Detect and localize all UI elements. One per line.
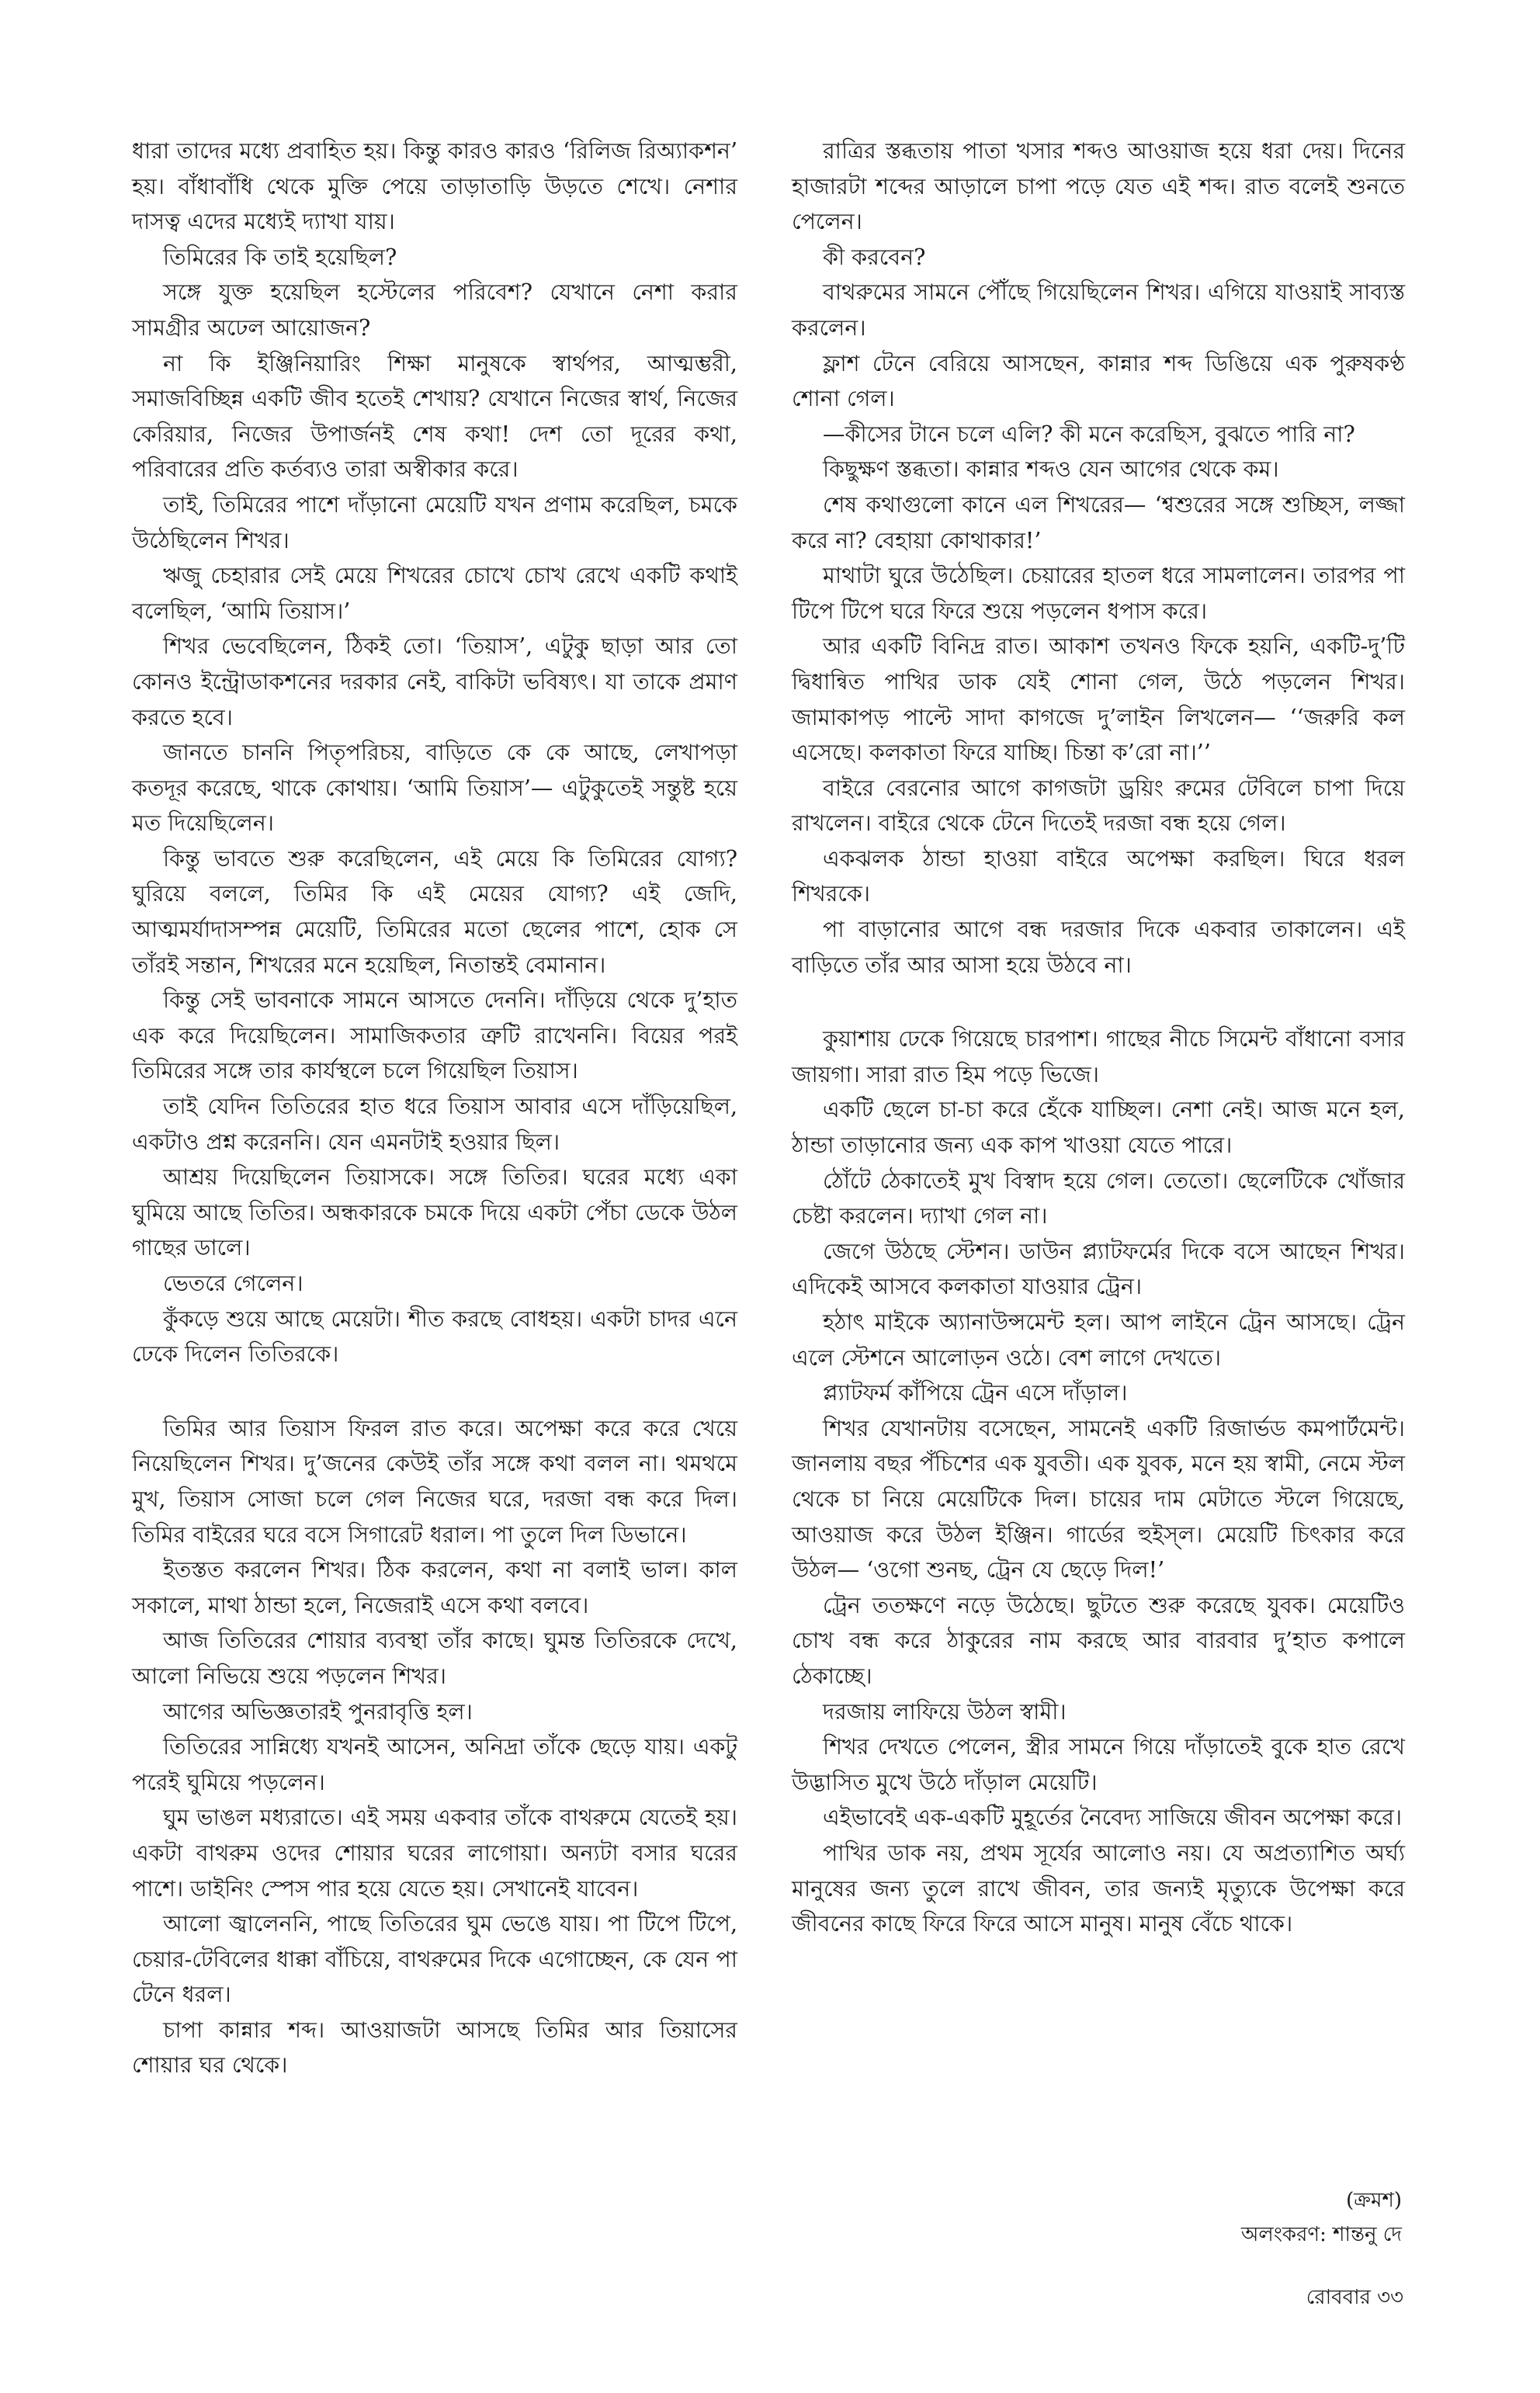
continued-label: (ক্রমশ) (1346, 2189, 1402, 2212)
paragraph: ট্রেন ততক্ষণে নড়ে উঠেছে। ছুটতে শুরু করেছে যুবক। মেয়েটিও চোখ বন্ধ করে ঠাকুরের নাম করছে আর বারবার দু’হাত কপালে ঠেকাচ্ছে। (792, 1592, 1405, 1689)
paragraph: কিন্তু ভাবতে শুরু করেছিলেন, এই মেয়ে কি তিমিরের যোগ্য? ঘুরিয়ে বললে, তিমির কি এই মেয়ের যোগ্য? এই জেদি, আত্মমর্যাদাসম্পন্ন মেয়েটি, তিমিরের মতো ছেলের পাশে, হোক সে তাঁরই সন্তান, শিখরের মনে হয়েছিল, নিতান্তই বেমানান। (132, 845, 737, 978)
paragraph: ফ্লাশ টেনে বেরিয়ে আসছেন, কান্নার শব্দ ডিঙিয়ে এক পুরুষকণ্ঠ শোনা গেল। (792, 350, 1405, 412)
paragraph: পাখির ডাক নয়, প্রথম সূর্যের আলোও নয়। যে অপ্রত্যাশিত অর্ঘ্য মানুষের জন্য তুলে রাখে জীবন, তার জন্যই মৃত্যুকে উপেক্ষা করে জীবনের কাছে ফিরে ফিরে আসে মানুষ। মানুষ বেঁচে থাকে। (792, 1840, 1405, 1937)
right-column (792, 134, 1405, 1942)
paragraph: ঘুম ভাঙল মধ্যরাতে। এই সময় একবার তাঁকে বাথরুমে যেতেই হয়। একটা বাথরুম ওদের শোয়ার ঘরের লাগোয়া। অন্যটা বসার ঘরের পাশে। ডাইনিং স্পেস পার হয়ে যেতে হয়। সেখানেই যাবেন। (132, 1805, 737, 1902)
paragraph: চাপা কান্নার শব্দ। আওয়াজটা আসছে তিমির আর তিয়াসের শোয়ার ঘর থেকে। (132, 2017, 737, 2079)
paragraph: —কীসের টানে চলে এলি? কী মনে করেছিস, বুঝতে পারি না? (823, 421, 1355, 447)
paragraph: শিখর যেখানটায় বসেছেন, সামনেই একটি রিজার্ভড কমপার্টমেন্ট। জানলায় বছর পঁচিশের এক যুবতী। এক যুবক, মনে হয় স্বামী, নেমে স্টল থেকে চা নিয়ে মেয়েটিকে দিল। চায়ের দাম মেটাতে স্টলে গিয়েছে, আওয়াজ করে উঠল ইঞ্জিন। গার্ডের হুইস্‌ল। মেয়েটি চিৎকার করে উঠল— ‘ওগো শুনছ, ট্রেন যে ছেড়ে দিল!’ (792, 1415, 1405, 1583)
paragraph: আজ তিতিরের শোয়ার ব্যবস্থা তাঁর কাছে। ঘুমন্ত তিতিরকে দেখে, আলো নিভিয়ে শুয়ে পড়লেন শিখর। (132, 1628, 737, 1689)
section-break (132, 1372, 737, 1411)
paragraph: তাই যেদিন তিতিরের হাত ধরে তিয়াস আবার এসে দাঁড়িয়েছিল, একটাও প্রশ্ন করেননি। যেন এমনটাই হওয়ার ছিল। (132, 1094, 737, 1155)
paragraph: ভেতরে গেলেন। (163, 1271, 303, 1296)
paragraph: ঋজু চেহারার সেই মেয়ে শিখরের চোখে চোখ রেখে একটি কথাই বলেছিল, ‘আমি তিয়াস।’ (132, 563, 737, 624)
paragraph: জানতে চাননি পিতৃপরিচয়, বাড়িতে কে কে আছে, লেখাপড়া কতদূর করেছে, থাকে কোথায়। ‘আমি তিয়াস’— এটুকুতেই সন্তুষ্ট হয়ে মত দিয়েছিলেন। (132, 740, 737, 837)
paragraph: মাথাটা ঘুরে উঠেছিল। চেয়ারের হাতল ধরে সামলালেন। তারপর পা টিপে টিপে ঘরে ফিরে শুয়ে পড়লেন ধপাস করে। (792, 563, 1405, 624)
paragraph: এইভাবেই এক-একটি মুহূর্তের নৈবেদ্য সাজিয়ে জীবন অপেক্ষা করে। (823, 1805, 1403, 1831)
paragraph: শেষ কথাগুলো কানে এল শিখরের— ‘শ্বশুরের সঙ্গে শুচ্ছিস, লজ্জা করে না? বেহায়া কোথাকার!’ (792, 491, 1405, 553)
paragraph: আশ্রয় দিয়েছিলেন তিয়াসকে। সঙ্গে তিতির। ঘরের মধ্যে একা ঘুমিয়ে আছে তিতির। অন্ধকারকে চমকে দিয়ে একটা পেঁচা ডেকে উঠল গাছের ডালে। (132, 1164, 737, 1261)
paragraph: তাই, তিমিরের পাশে দাঁড়ানো মেয়েটি যখন প্রণাম করেছিল, চমকে উঠেছিলেন শিখর। (132, 491, 737, 553)
paragraph: কুয়াশায় ঢেকে গিয়েছে চারপাশ। গাছের নীচে সিমেন্ট বাঁধানো বসার জায়গা। সারা রাত হিম পড়ে ভিজে। (792, 1026, 1405, 1087)
paragraph: ধারা তাদের মধ্যে প্রবাহিত হয়। কিন্তু কারও কারও ‘রিলিজ রিঅ্যাকশন’ হয়। বাঁধাবাঁধি থেকে মুক্তি পেয়ে তাড়াতাড়ি উড়তে শেখে। নেশার দাসত্ব এদের মধ্যেই দ্যাখা যায়। (132, 138, 737, 235)
page-folio: রোববার ৩৩ (1306, 2286, 1403, 2309)
paragraph: বাথরুমের সামনে পৌঁছে গিয়েছিলেন শিখর। এগিয়ে যাওয়াই সাব্যস্ত করলেন। (792, 279, 1405, 341)
paragraph: একটি ছেলে চা-চা করে হেঁকে যাচ্ছিল। নেশা নেই। আজ মনে হল, ঠান্ডা তাড়ানোর জন্য এক কাপ খাওয়া যেতে পারে। (792, 1097, 1405, 1159)
paragraph: আগের অভিজ্ঞতারই পুনরাবৃত্তি হল। (163, 1698, 473, 1725)
paragraph: হঠাৎ মাইকে অ্যানাউন্সমেন্ট হল। আপ লাইনে ট্রেন আসছে। ট্রেন এলে স্টেশনে আলোড়ন ওঠে। বেশ লাগে দেখতে। (792, 1309, 1405, 1371)
right-column-part1 (792, 134, 1405, 983)
paragraph: আলো জ্বালেননি, পাছে তিতিরের ঘুম ভেঙে যায়। পা টিপে টিপে, চেয়ার-টেবিলের ধাক্কা বাঁচিয়ে, বাথরুমের দিকে এগোচ্ছেন, কে যেন পা টেনে ধরল। (132, 1911, 737, 2008)
paragraph: আর একটি বিনিদ্র রাত। আকাশ তখনও ফিকে হয়নি, একটি-দু’টি দ্বিধান্বিত পাখির ডাক যেই শোনা গেল, উঠে পড়লেন শিখর। জামাকাপড় পাল্টে সাদা কাগজে দু’লাইন লিখলেন— ‘‘জরুরি কল এসেছে। কলকাতা ফিরে যাচ্ছি। চিন্তা ক’রো না।’’ (792, 633, 1405, 766)
paragraph: পা বাড়ানোর আগে বন্ধ দরজার দিকে একবার তাকালেন। এই বাড়িতে তাঁর আর আসা হয়ে উঠবে না। (792, 917, 1405, 978)
paragraph: রাত্রির স্তব্ধতায় পাতা খসার শব্দও আওয়াজ হয়ে ধরা দেয়। দিনের হাজারটা শব্দের আড়ালে চাপা পড়ে যেত এই শব্দ। রাত বলেই শুনতে পেলেন। (792, 138, 1405, 235)
story-credits (1241, 2183, 1402, 2252)
paragraph: একঝলক ঠান্ডা হাওয়া বাইরে অপেক্ষা করছিল। ঘিরে ধরল শিখরকে। (792, 845, 1405, 907)
paragraph: কুঁকড়ে শুয়ে আছে মেয়েটা। শীত করছে বোধহয়। একটা চাদর এনে ঢেকে দিলেন তিতিরকে। (132, 1306, 737, 1368)
section-break (792, 983, 1405, 1021)
paragraph: বাইরে বেরনোর আগে কাগজটা ড্রয়িং রুমের টেবিলে চাপা দিয়ে রাখলেন। বাইরে থেকে টেনে দিতেই দরজা বন্ধ হয়ে গেল। (792, 775, 1405, 837)
paragraph: কিছুক্ষণ স্তব্ধতা। কান্নার শব্দও যেন আগের থেকে কম। (823, 456, 1279, 483)
paragraph: সঙ্গে যুক্ত হয়েছিল হস্টেলের পরিবেশ? যেখানে নেশা করার সামগ্রীর অঢেল আয়োজন? (132, 279, 737, 341)
paragraph: তিমির আর তিয়াস ফিরল রাত করে। অপেক্ষা করে করে খেয়ে নিয়েছিলেন শিখর। দু’জনের কেউই তাঁর সঙ্গে কথা বলল না। থমথমে মুখ, তিয়াস সোজা চলে গেল নিজের ঘরে, দরজা বন্ধ করে দিল। তিমির বাইরের ঘরে বসে সিগারেট ধরাল। পা তুলে দিল ডিভানে। (132, 1415, 737, 1548)
left-column (132, 134, 737, 2083)
paragraph: ইতস্তত করলেন শিখর। ঠিক করলেন, কথা না বলাই ভাল। কাল সকালে, মাথা ঠান্ডা হলে, নিজেরাই এসে কথা বলবে। (132, 1557, 737, 1618)
paragraph: কিন্তু সেই ভাবনাকে সামনে আসতে দেননি। দাঁড়িয়ে থেকে দু’হাত এক করে দিয়েছিলেন। সামাজিকতার ত্রুটি রাখেননি। বিয়ের পরই তিমিরের সঙ্গে তার কার্যস্থলে চলে গিয়েছিল তিয়াস। (132, 987, 737, 1084)
left-column-part2 (132, 1411, 737, 2083)
paragraph: শিখর দেখতে পেলেন, স্ত্রীর সামনে গিয়ে দাঁড়াতেই বুকে হাত রেখে উদ্ভাসিত মুখে উঠে দাঁড়াল মেয়েটি। (792, 1734, 1405, 1795)
paragraph: ঠোঁটে ঠেকাতেই মুখ বিস্বাদ হয়ে গেল। তেতো। ছেলেটিকে খোঁজার চেষ্টা করলেন। দ্যাখা গেল না। (792, 1167, 1405, 1229)
paragraph: শিখর ভেবেছিলেন, ঠিকই তো। ‘তিয়াস’, এটুকু ছাড়া আর তো কোনও ইন্ট্রোডাকশনের দরকার নেই, বাকিটা ভবিষ্যৎ। যা তাকে প্রমাণ করতে হবে। (132, 633, 737, 730)
left-column-part1 (132, 134, 737, 1372)
paragraph: প্ল্যাটফর্ম কাঁপিয়ে ট্রেন এসে দাঁড়াল। (823, 1380, 1128, 1406)
right-column-part2 (792, 1021, 1405, 1941)
paragraph: তিমিরের কি তাই হয়েছিল? (163, 244, 397, 270)
illustration-credit: অলংকরণ: শান্তনু দে (1240, 2223, 1402, 2246)
paragraph: জেগে উঠছে স্টেশন। ডাউন প্ল্যাটফর্মের দিকে বসে আছেন শিখর। এদিকেই আসবে কলকাতা যাওয়ার ট্রেন। (792, 1238, 1405, 1300)
paragraph: কী করবেন? (823, 244, 926, 270)
paragraph: দরজায় লাফিয়ে উঠল স্বামী। (823, 1698, 1067, 1725)
paragraph: না কি ইঞ্জিনিয়ারিং শিক্ষা মানুষকে স্বার্থপর, আত্মম্ভরী, সমাজবিচ্ছিন্ন একটি জীব হতেই শেখায়? যেখানে নিজের স্বার্থ, নিজের কেরিয়ার, নিজের উপার্জনই শেষ কথা! দেশ তো দূরের কথা, পরিবারের প্রতি কর্তব্যও তারা অস্বীকার করে। (132, 350, 737, 483)
paragraph: তিতিরের সান্নিধ্যে যখনই আসেন, অনিদ্রা তাঁকে ছেড়ে যায়। একটু পরেই ঘুমিয়ে পড়লেন। (132, 1734, 737, 1795)
